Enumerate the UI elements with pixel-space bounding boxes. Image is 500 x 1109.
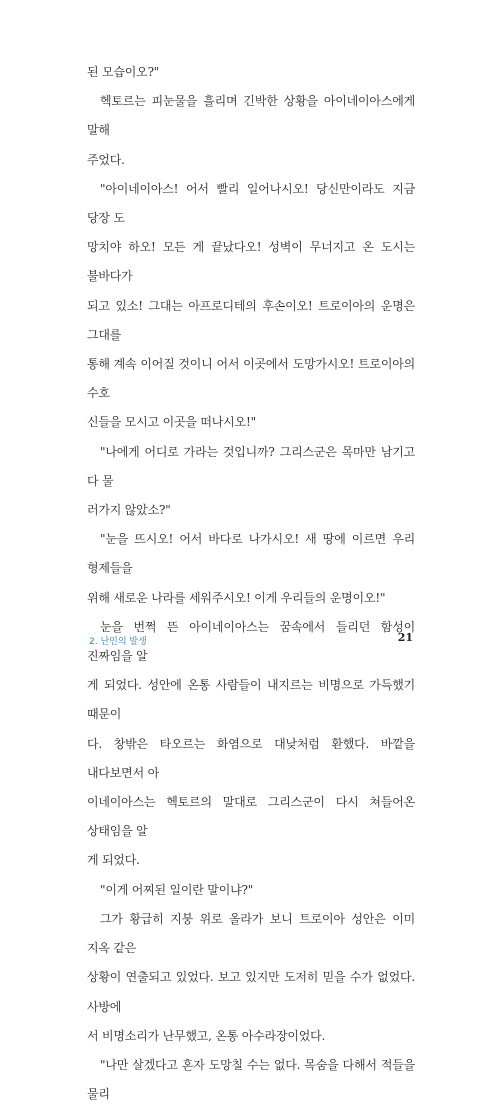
paragraph: 된 모습이오?"	[87, 65, 160, 79]
paragraph: "나만 살겠다고 혼자 도망칠 수는 없다. 목숨을 다해서 적들을 물리	[87, 1057, 415, 1102]
paragraph: "눈을 뜨시오! 어서 바다로 나가시오! 새 땅에 이르면 우리 형제들을 위해 새로운 나라를 세워주시오! 이게 우리들의 운명이오!"	[87, 532, 415, 605]
body-text	[87, 58, 415, 1109]
page-number: 21	[397, 631, 413, 644]
paragraph: "이게 어찌된 일이란 말이냐?"	[100, 882, 254, 897]
running-footer-section: 2. 난민의 발생	[89, 637, 147, 647]
paragraph: 그가 황급히 지붕 위로 올라가 보니 트로이아 성안은 이미 지옥 같은 상황이 연출되고 있었다. 보고 있지만 도저히 믿을 수가 없었다. 사방에 서 비명소리가 난무했고, 온통 아수라장이었다.	[87, 911, 415, 1043]
paragraph: "아이네이아스! 어서 빨리 일어나시오! 당신만이라도 지금 당장 도 망치야 하오! 모든 게 끝났다오! 성벽이 무너지고 온 도시는 불바다가 되고 있소! 그대는 아프로디테의 후손이오! 트로이아의 운명은 그대를 통해 계속 이어질 것이니 어서 이곳에서 도망가시오! 트로이아의 수호 신들을 모시고 이곳을 떠나시오!"	[87, 181, 415, 430]
paragraph: 눈을 번쩍 뜬 아이네이아스는 꿈속에서 들리던 함성이 진짜임을 알 게 되었다. 성안에 온통 사람들이 내지르는 비명으로 가득했기 때문이 다. 창밖은 타오르는 화염으로 대낮처럼 환했다. 바깥을 내다보면서 아 이네이아스는 헥토르의 말대로 그리스군이 다시 쳐들어온 상태임을 알 게 되었다.	[87, 619, 415, 868]
paragraph: "나에게 어디로 가라는 것입니까? 그리스군은 목마만 남기고 다 물 러가지 않았소?"	[87, 444, 415, 518]
paragraph: 헥토르는 피눈물을 흘리며 긴박한 상황을 아이네이아스에게 말해 주었다.	[87, 94, 415, 167]
